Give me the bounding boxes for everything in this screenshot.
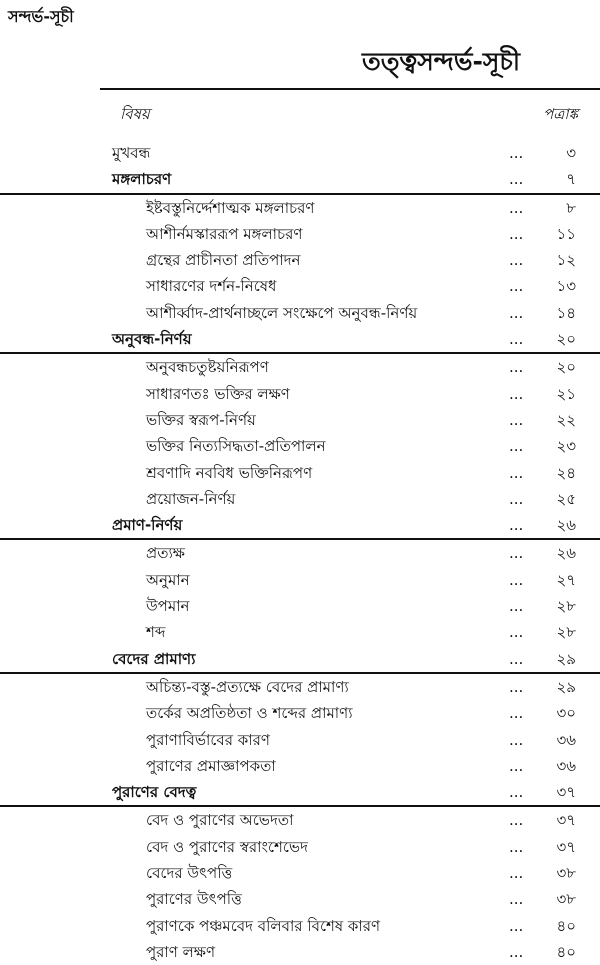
toc-page-number: ২৬ [556,516,576,535]
toc-page-number: ২৯ [556,677,576,696]
toc-page-number: ২০ [556,330,576,349]
toc-entry [0,700,600,726]
toc-entry-label: ভক্তির নিত্যসিদ্ধতা-প্রতিপালন [146,437,326,456]
table-of-contents [0,140,600,965]
toc-leader-dots: ... [509,251,524,270]
toc-entry-label: অচিন্ত্য-বস্তু-প্রত্যক্ষে বেদের প্রামাণ্য [146,677,349,696]
toc-page-number: ৩৬ [556,730,576,749]
toc-leader-dots: ... [509,437,524,456]
toc-entry [0,407,600,433]
toc-page-number: ৪০ [556,916,576,935]
toc-entry [0,567,600,593]
toc-page-number: ১৪ [556,303,576,322]
toc-leader-dots: ... [509,623,524,642]
toc-entry [0,433,600,459]
toc-entry [0,860,600,886]
toc-leader-dots: ... [509,358,524,377]
toc-entry-label: অনুবন্ধচতুষ্টয়নিরূপণ [146,358,269,377]
toc-page-number: ৪০ [556,942,576,961]
toc-section-heading [0,326,600,354]
toc-entry [0,886,600,912]
toc-entry [0,300,600,326]
toc-entry-label: শ্রবণাদি নববিধ ভক্তিনিরূপণ [146,463,313,482]
toc-entry [0,486,600,512]
toc-entry-label: পুরাণের বেদত্ব [112,783,197,802]
toc-entry-label: ভক্তির স্বরূপ-নির্ণয় [146,410,256,429]
toc-entry [0,674,600,700]
toc-entry-label: আশীর্ব্বাদ-প্রার্থনাচ্ছলে সংক্ষেপে অনুবন্ধ-নির্ণয় [146,303,418,322]
toc-leader-dots: ... [509,170,524,189]
toc-leader-dots: ... [509,677,524,696]
toc-entry-label: বেদ ও পুরাণের অভেদতা [146,811,294,830]
toc-leader-dots: ... [509,303,524,322]
toc-page-number: ২৭ [556,570,576,589]
toc-entry-label: প্রত্যক্ষ [146,544,185,563]
toc-leader-dots: ... [509,811,524,830]
toc-entry [0,727,600,753]
toc-page-number: ৩৮ [556,864,576,883]
toc-leader-dots: ... [509,597,524,616]
toc-entry-label: সাধারণতঃ ভক্তির লক্ষণ [146,384,290,403]
toc-entry [0,460,600,486]
toc-entry-label: উপমান [146,597,190,616]
toc-entry-label: পুরাণ লক্ষণ [146,942,216,961]
toc-page-number: ৩০ [556,704,576,723]
toc-leader-dots: ... [509,277,524,296]
page-title: তত্ত্বসন্দর্ভ-সূচী [361,47,520,76]
toc-page-number: ৩ [566,144,576,162]
toc-page-number: ২২ [556,410,576,429]
toc-entry-label: মুখবন্ধ [112,144,151,162]
toc-entry-label: ইষ্টবস্তুনির্দ্দেশাত্মক মঙ্গলাচরণ [146,198,315,217]
toc-page-number: ৩৮ [556,890,576,909]
toc-leader-dots: ... [509,144,524,162]
toc-entry-label: বেদের উৎপত্তি [146,864,233,883]
toc-page-number: ২৩ [556,437,576,456]
toc-page-number: ২৯ [556,649,576,668]
toc-page-number: ২৮ [556,597,576,616]
toc-section-heading [0,512,600,540]
toc-entry-label: মঙ্গলাচরণ [112,170,172,189]
toc-page-number: ২১ [556,384,576,403]
running-head: সন্দর্ভ-সূচী [8,7,74,26]
toc-entry [0,619,600,645]
toc-entry [0,753,600,779]
toc-section-heading [0,166,600,194]
toc-page-number: ২৫ [556,489,576,508]
toc-entry [0,195,600,221]
toc-entry-label: পুরাণের উৎপত্তি [146,890,242,909]
toc-entry-label: অনুমান [146,570,190,589]
toc-entry [0,381,600,407]
toc-section-heading [0,646,600,674]
toc-entry [0,273,600,299]
toc-leader-dots: ... [509,384,524,403]
toc-entry [0,354,600,380]
toc-leader-dots: ... [509,837,524,856]
toc-page-number: ৮ [566,198,576,217]
toc-entry-label: পুরাণাবির্ভাবের কারণ [146,730,270,749]
toc-entry-label: সাধারণের দর্শন-নিষেধ [146,277,277,296]
toc-page-number: ১৩ [556,277,576,296]
toc-section-heading [0,140,600,166]
toc-entry [0,540,600,566]
toc-leader-dots: ... [509,570,524,589]
title-rule [100,88,600,90]
toc-entry-label: তর্কের অপ্রতিষ্ঠতা ও শব্দের প্রামাণ্য [146,704,353,723]
toc-entry-label: প্রয়োজন-নির্ণয় [146,489,236,508]
toc-page-number: ২৬ [556,544,576,563]
toc-leader-dots: ... [509,864,524,883]
toc-leader-dots: ... [509,942,524,961]
toc-entry-label: অনুবন্ধ-নির্ণয় [112,330,192,349]
toc-leader-dots: ... [509,224,524,243]
toc-entry-label: পুরাণকে পঞ্চমবেদ বলিবার বিশেষ কারণ [146,916,381,935]
column-header-subject: বিষয় [120,105,150,123]
toc-entry-label: গ্রন্থের প্রাচীনতা প্রতিপাদন [146,251,301,270]
toc-entry-label: প্রমাণ-নির্ণয় [112,516,183,535]
toc-leader-dots: ... [509,649,524,668]
toc-entry [0,593,600,619]
toc-page-number: ৩৭ [556,783,576,802]
toc-leader-dots: ... [509,916,524,935]
toc-entry-label: বেদের প্রামাণ্য [112,649,196,668]
toc-entry [0,247,600,273]
toc-leader-dots: ... [509,730,524,749]
toc-page-number: ১১ [556,224,576,243]
toc-page-number: ২৮ [556,623,576,642]
toc-page-number: ১২ [556,251,576,270]
toc-page-number: ৭ [566,170,576,189]
toc-entry [0,807,600,833]
toc-leader-dots: ... [509,463,524,482]
toc-leader-dots: ... [509,198,524,217]
toc-leader-dots: ... [509,756,524,775]
column-header-page: পত্রাঙ্ক [543,105,578,123]
toc-leader-dots: ... [509,704,524,723]
toc-leader-dots: ... [509,516,524,535]
toc-page-number: ২৪ [556,463,576,482]
toc-entry-label: বেদ ও পুরাণের স্বরাংশেভেদ [146,837,308,856]
toc-page-number: ৩৬ [556,756,576,775]
toc-section-heading [0,779,600,807]
toc-leader-dots: ... [509,890,524,909]
toc-leader-dots: ... [509,783,524,802]
toc-leader-dots: ... [509,489,524,508]
toc-entry [0,221,600,247]
toc-leader-dots: ... [509,410,524,429]
toc-entry-label: শব্দ [146,623,166,642]
toc-page-number: ৩৭ [556,811,576,830]
toc-entry-label: আশীর্নমস্কাররূপ মঙ্গলাচরণ [146,224,303,243]
toc-entry-label: পুরাণের প্রমাজ্ঞাপকতা [146,756,276,775]
toc-leader-dots: ... [509,330,524,349]
toc-leader-dots: ... [509,544,524,563]
toc-entry [0,913,600,939]
toc-page-number: ৩৭ [556,837,576,856]
toc-page-number: ২০ [556,358,576,377]
toc-entry [0,834,600,860]
